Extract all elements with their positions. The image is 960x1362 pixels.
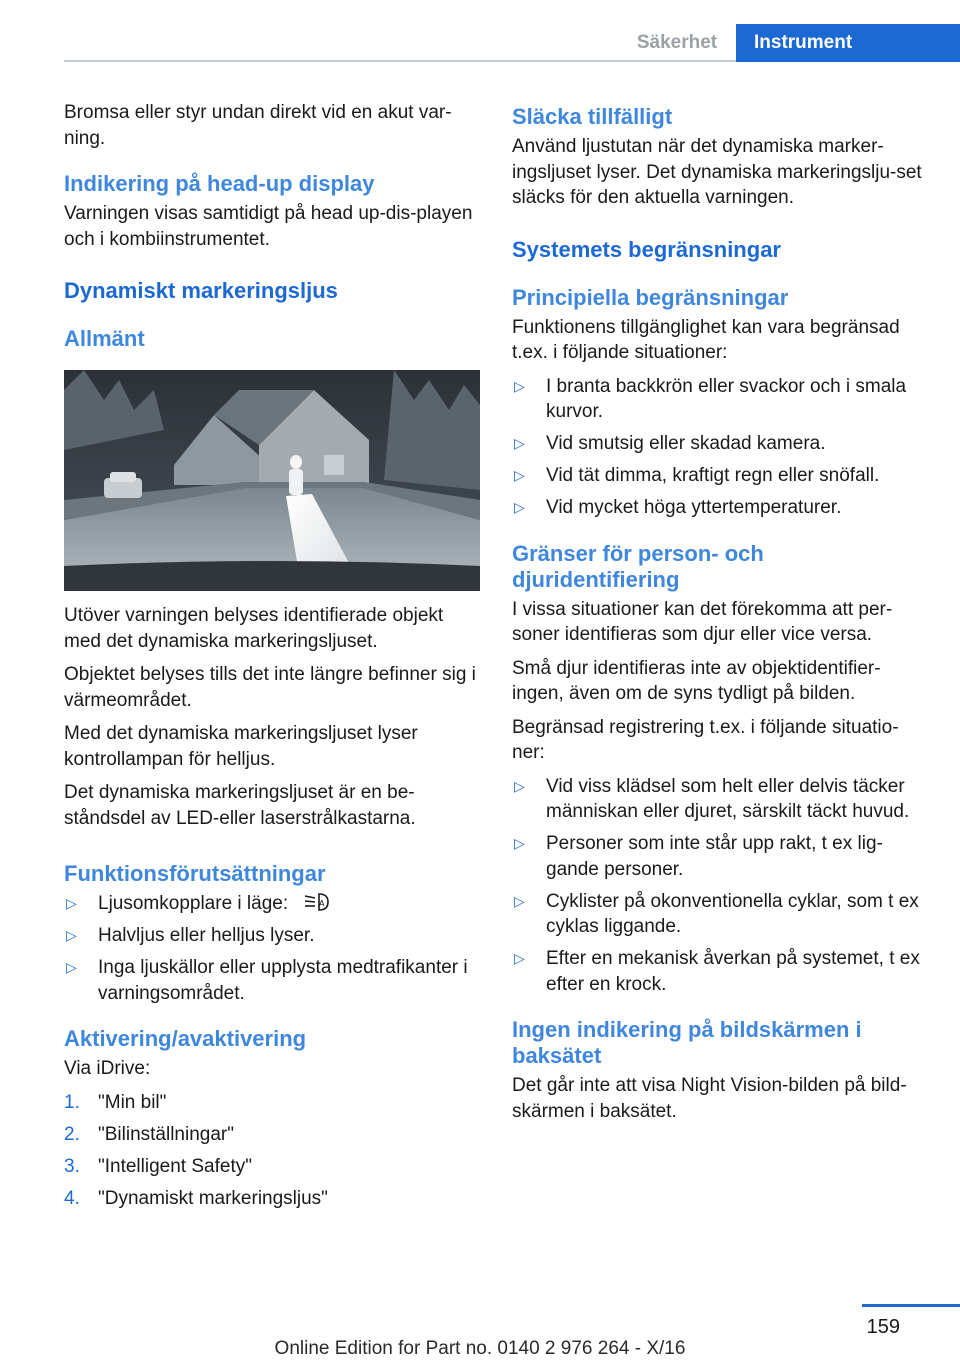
step-item: 2. "Bilinställningar" — [64, 1123, 234, 1145]
triangle-bullet-icon: ▷ — [66, 895, 77, 911]
paragraph-2: Objektet belyses tills det inte längre befinner sig i värmeområdet. — [64, 664, 476, 711]
identification-limits-list — [512, 774, 928, 998]
via-idrive: Via iDrive: — [64, 1058, 151, 1079]
edition-note: Online Edition for Part no. 0140 2 976 264 - X/16 — [274, 1338, 686, 1359]
triangle-bullet-icon: ▷ — [514, 435, 525, 451]
list-item: ▷ Vid tät dimma, kraftigt regn eller snöfall. — [512, 463, 928, 489]
list-item: ▷ Personer som inte står upp rakt, t ex lig-gande personer. — [514, 833, 883, 880]
tab-sakerhet[interactable]: Säkerhet — [636, 32, 718, 53]
svg-text:A: A — [319, 899, 325, 908]
list-item: ▷ I branta backkrön eller svackor och i smala kurvor. — [514, 375, 907, 422]
footer-rule — [862, 1304, 960, 1307]
heading-principle-limits: Principiella begränsningar — [512, 284, 789, 310]
principle-paragraph: Funktionens tillgänglighet kan vara begränsad t.ex. i följande situationer: — [512, 316, 900, 363]
triangle-bullet-icon: ▷ — [514, 377, 525, 394]
list-item: ▷ Inga ljuskällor eller upplysta medtrafikanter i varningsområdet. — [66, 957, 468, 1004]
list-item: ▷ Ljusomkopplare i läge: A — [64, 891, 480, 917]
paragraph-1: Utöver varningen belyses identifierade objekt med det dynamiska markeringsljuset. — [64, 605, 444, 652]
auto-headlight-icon — [303, 891, 331, 913]
list-item: ▷ Vid smutsig eller skadad kamera. — [512, 431, 928, 457]
list-item: ▷ Cyklister på okonventionella cyklar, som t ex cyklas liggande. — [514, 890, 919, 937]
heading-identification-limits: Gränser för person- och djuridentifiering — [512, 540, 764, 592]
identification-paragraph-1: I vissa situationer kan det förekomma att per-soner identifieras som djur eller vice versa. — [512, 598, 893, 645]
heading-temporary-off: Släcka tillfälligt — [512, 104, 673, 129]
heading-hud: Indikering på head-up display — [64, 171, 375, 196]
principle-limits-list — [512, 374, 928, 521]
left-column — [64, 100, 480, 1218]
heading-function-requirements: Funktionsförutsättningar — [64, 861, 326, 886]
tab-instrument[interactable]: Instrument — [736, 24, 960, 62]
step-item: 4. "Dynamiskt markeringsljus" — [64, 1187, 328, 1209]
triangle-bullet-icon: ▷ — [514, 777, 525, 794]
right-column — [512, 100, 928, 1132]
hud-paragraph: Varningen visas samtidigt på head up-dis-playen och i kombiinstrumentet. — [64, 203, 473, 250]
triangle-bullet-icon: ▷ — [514, 467, 525, 483]
triangle-bullet-icon: ▷ — [66, 959, 77, 975]
paragraph-3: Med det dynamiska markeringsljuset lyser kontrollampan för helljus. — [64, 723, 418, 770]
step-item: 1. "Min bil" — [64, 1091, 167, 1113]
heading-no-rear-display: Ingen indikering på bildskärmen i baksätet — [512, 1017, 862, 1068]
intro-paragraph: Bromsa eller styr undan direkt vid en akut var-ning. — [64, 102, 452, 149]
list-item: ▷ Efter en mekanisk åverkan på systemet, t ex efter en krock. — [514, 948, 920, 995]
step-item: 3. "Intelligent Safety" — [64, 1155, 252, 1177]
heading-dynamic-marking-light: Dynamiskt markeringsljus — [64, 278, 338, 303]
page-number: 159 — [866, 1316, 900, 1338]
triangle-bullet-icon: ▷ — [514, 950, 525, 966]
triangle-bullet-icon: ▷ — [514, 499, 525, 515]
triangle-bullet-icon: ▷ — [514, 892, 525, 909]
heading-activation: Aktivering/avaktivering — [64, 1026, 307, 1051]
triangle-bullet-icon: ▷ — [514, 835, 525, 851]
rear-display-paragraph: Det går inte att visa Night Vision-bilden på bild-skärmen i baksätet. — [512, 1075, 907, 1122]
heading-general: Allmänt — [64, 326, 145, 351]
identification-paragraph-2: Små djur identifieras inte av objektidentifier-ingen, även om de syns tydligt på bilden. — [512, 657, 881, 704]
temporary-off-paragraph: Använd ljustutan när det dynamiska marker-ingsljuset lyser. Det dynamiska markeringslju-set släcks för den aktuella varningen. — [512, 136, 922, 208]
list-item: ▷ Vid viss klädsel som helt eller delvis täcker människan eller djuret, särskilt täckt huvud. — [514, 775, 910, 822]
function-requirements-list — [64, 891, 480, 1006]
list-item: ▷ Vid mycket höga yttertemperaturer. — [512, 495, 928, 521]
list-item: ▷ Halvljus eller helljus lyser. — [64, 923, 480, 949]
identification-paragraph-3: Begränsad registrering t.ex. i följande situatio-ner: — [512, 716, 899, 763]
paragraph-4: Det dynamiska markeringsljuset är en be-ståndsdel av LED-eller laserstrålkastarna. — [64, 782, 416, 829]
triangle-bullet-icon: ▷ — [66, 927, 77, 943]
night-vision-figure — [64, 370, 480, 591]
heading-system-limits: Systemets begränsningar — [512, 236, 781, 262]
activation-steps — [64, 1090, 480, 1212]
